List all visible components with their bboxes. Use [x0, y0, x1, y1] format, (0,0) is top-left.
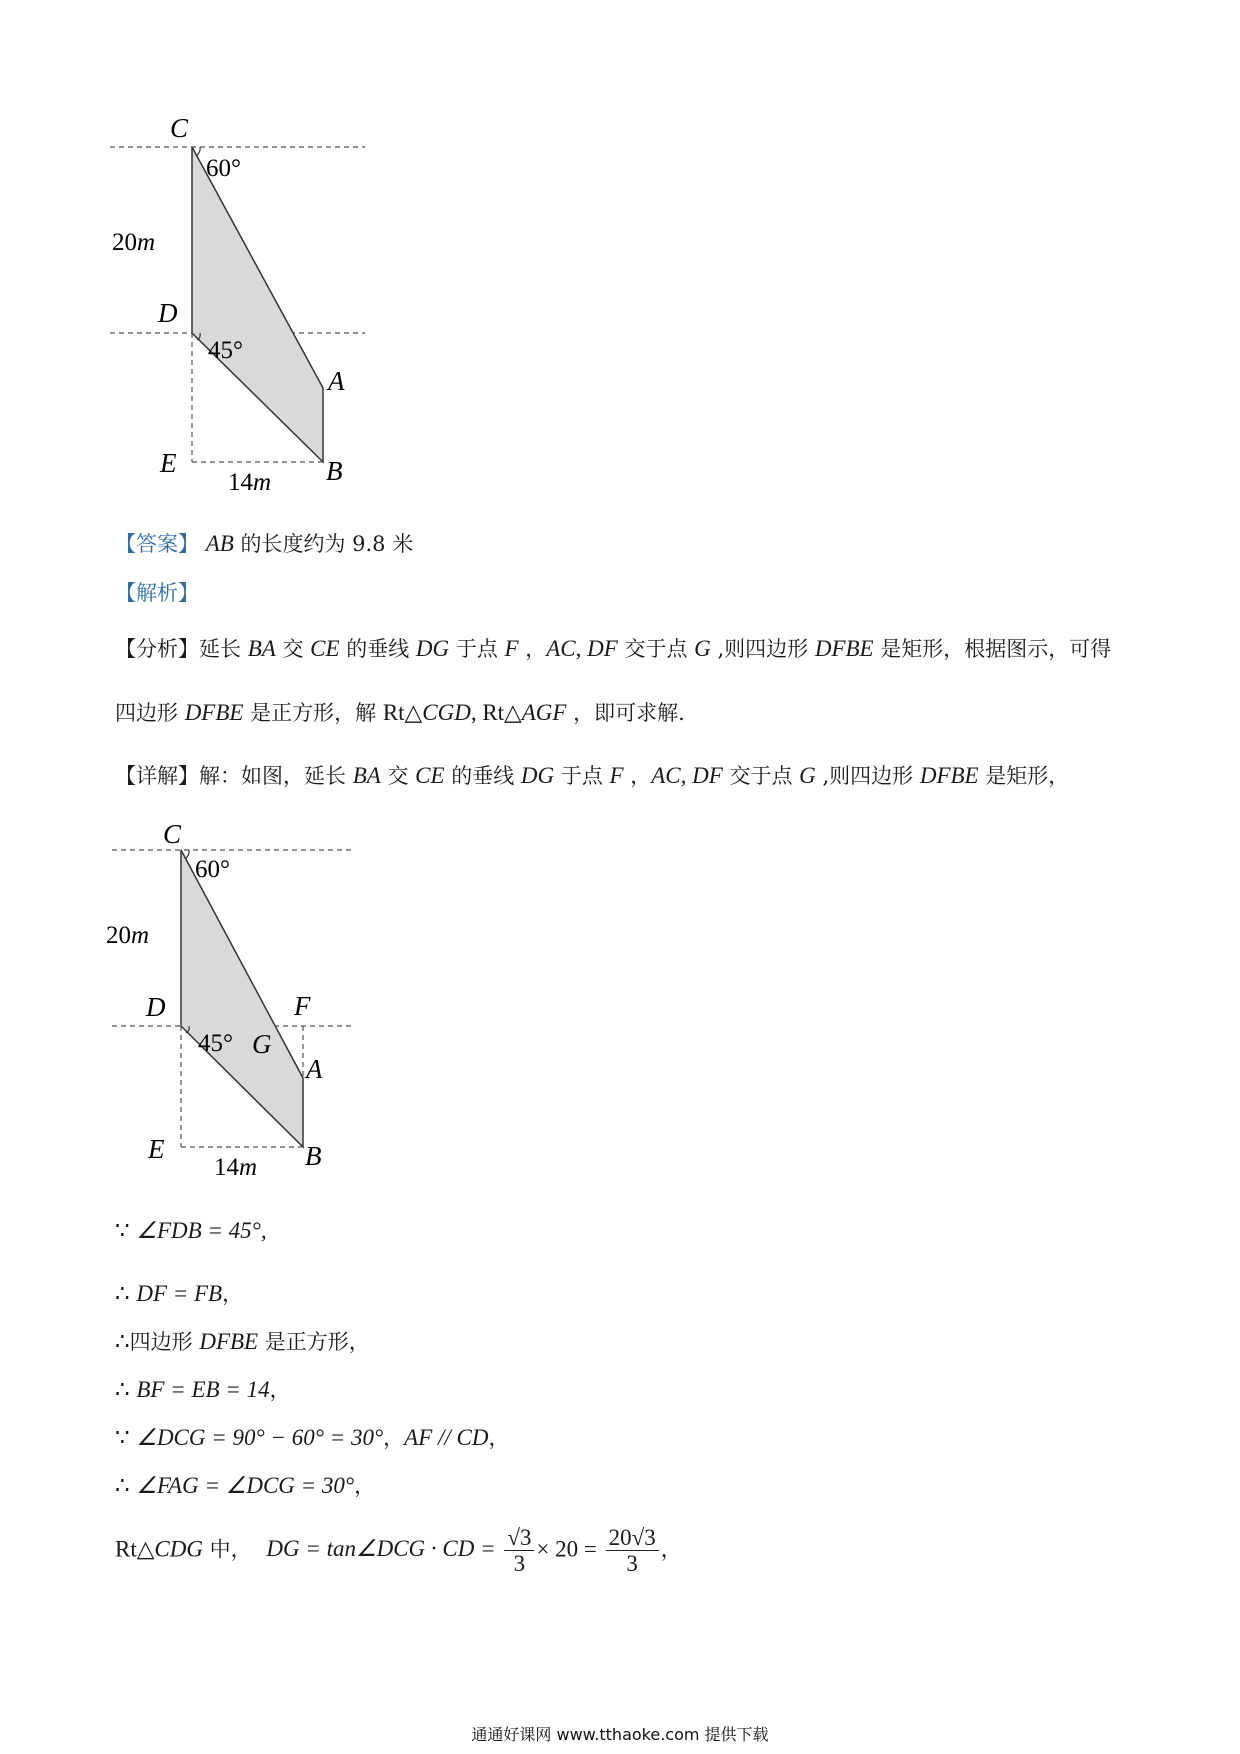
fraction-denominator: 3	[513, 1551, 526, 1577]
label-20m: 20m	[106, 922, 150, 949]
label-20m: 20m	[112, 229, 156, 256]
therefore-symbol: ∴	[115, 1473, 130, 1498]
label-b: B	[305, 1141, 322, 1171]
text: 的垂线	[444, 764, 521, 788]
text: 四边形	[115, 701, 185, 725]
text: 是正方形，解	[243, 701, 383, 725]
therefore-symbol: ∴	[115, 1377, 130, 1402]
label-angle-60: 60°	[206, 155, 241, 182]
math-rt: , Rt	[470, 700, 505, 725]
math-f: F	[609, 763, 624, 788]
text: ,则四边形	[710, 637, 815, 661]
math-g: G	[799, 763, 816, 788]
analysis-line-1	[115, 633, 1111, 663]
answer-line	[115, 528, 413, 558]
analysis-label: 【分析】	[115, 637, 199, 661]
analysis-tag: 【解析】	[115, 581, 199, 605]
shaded-region	[181, 850, 303, 1147]
label-e: E	[148, 1134, 165, 1164]
math-f: F	[504, 636, 519, 661]
label-a: A	[306, 1054, 323, 1084]
math-step: BF = EB = 14	[136, 1377, 270, 1402]
math-cgd: CGD	[422, 700, 471, 725]
math-step: DF = FB	[136, 1281, 223, 1306]
text: 的垂线	[339, 637, 416, 661]
text: 延长	[199, 637, 248, 661]
math-dfbe: DFBE	[919, 763, 979, 788]
text: 于点	[449, 637, 505, 661]
math-dfbe: DFBE	[184, 700, 244, 725]
text: ，	[623, 764, 652, 788]
label-14m: 14m	[228, 469, 272, 496]
text: ，即可求解.	[566, 701, 685, 725]
math-step: AF // CD	[404, 1425, 489, 1450]
step-3	[115, 1326, 370, 1356]
label-angle-45: 45°	[198, 1030, 233, 1057]
text: ,则四边形	[815, 764, 920, 788]
text: ，	[488, 1426, 510, 1450]
text: 四边形	[129, 1330, 200, 1354]
math-ba: BA	[247, 636, 276, 661]
fraction-numerator: 20√3	[606, 1525, 659, 1551]
fraction-numerator: √3	[504, 1525, 534, 1551]
math-cdg: CDG	[154, 1536, 203, 1562]
figure-2	[100, 815, 380, 1185]
label-14m: 14m	[214, 1154, 258, 1181]
math-ba: BA	[352, 763, 381, 788]
math-step: ∠FAG = ∠DCG = 30°	[136, 1473, 355, 1498]
math-agf: AGF	[521, 700, 567, 725]
step-7	[115, 1525, 682, 1577]
text: 于点	[554, 764, 610, 788]
math-acdf: AC, DF	[546, 636, 618, 661]
math-step: ∠DCG = 90° − 60° = 30°	[136, 1425, 384, 1450]
text: ，	[354, 1474, 376, 1498]
analysis-line-2	[115, 697, 685, 727]
triangle-glyph: △	[404, 700, 423, 725]
label-g: G	[252, 1029, 272, 1059]
math-ce: CE	[415, 763, 445, 788]
label-c: C	[170, 113, 189, 143]
label-a: A	[328, 366, 345, 396]
math-dfbe: DFBE	[199, 1329, 259, 1354]
math-rt: Rt	[382, 700, 405, 725]
text: 是正方形，	[258, 1330, 370, 1354]
therefore-symbol: ∴	[115, 1281, 130, 1306]
text: 交	[275, 637, 311, 661]
math-step: ∠FDB = 45°,	[136, 1218, 267, 1243]
step-6	[115, 1470, 375, 1500]
text: 是矩形，根据图示，可得	[873, 637, 1112, 661]
text: ，	[222, 1282, 244, 1306]
text: 交于点	[722, 764, 800, 788]
page-footer: 通通好课网 www.tthaoke.com 提供下载	[471, 1725, 769, 1744]
answer-tag: 【答案】	[115, 532, 199, 556]
text: ，	[383, 1426, 405, 1450]
fraction-sqrt3-over-3	[504, 1525, 534, 1577]
math-g: G	[694, 636, 711, 661]
step-1	[115, 1218, 267, 1244]
math-dg: DG	[520, 763, 555, 788]
because-symbol: ∵	[115, 1218, 130, 1243]
shaded-region	[192, 147, 323, 462]
math-rt: Rt△	[115, 1536, 155, 1562]
math-dfbe: DFBE	[814, 636, 874, 661]
text: ，	[518, 637, 547, 661]
triangle-glyph: △	[504, 700, 522, 725]
text: 交于点	[617, 637, 695, 661]
detail-label: 【详解】	[115, 764, 199, 788]
step-4	[115, 1374, 291, 1404]
analysis-heading	[115, 577, 199, 607]
detail-line	[115, 760, 1069, 790]
text: 中，	[202, 1537, 252, 1562]
therefore-symbol: ∴	[115, 1329, 130, 1354]
label-d: D	[146, 992, 166, 1022]
label-angle-60: 60°	[195, 856, 230, 883]
math-step: DG = tan∠DCG · CD =	[266, 1536, 496, 1562]
label-d: D	[158, 298, 178, 328]
math-dg: DG	[415, 636, 450, 661]
label-b: B	[326, 456, 343, 486]
text: 是矩形，	[978, 764, 1070, 788]
text: ，	[660, 1537, 682, 1562]
because-symbol: ∵	[115, 1425, 130, 1450]
fraction-20sqrt3-over-3	[606, 1525, 659, 1577]
text: 交	[380, 764, 416, 788]
math-acdf: AC, DF	[651, 763, 723, 788]
answer-ab: AB	[205, 531, 234, 556]
label-f: F	[294, 991, 311, 1021]
text: 解：如图，延长	[199, 764, 353, 788]
figure-1	[100, 100, 380, 510]
answer-text: 的长度约为 9.8 米	[233, 532, 414, 556]
label-angle-45: 45°	[208, 337, 243, 364]
math-step: × 20 =	[536, 1536, 597, 1562]
fraction-denominator: 3	[626, 1551, 638, 1577]
math-ce: CE	[310, 636, 340, 661]
label-e: E	[160, 448, 177, 478]
step-5	[115, 1422, 510, 1452]
step-2	[115, 1278, 243, 1308]
text: ，	[269, 1378, 291, 1402]
label-c: C	[163, 819, 182, 849]
